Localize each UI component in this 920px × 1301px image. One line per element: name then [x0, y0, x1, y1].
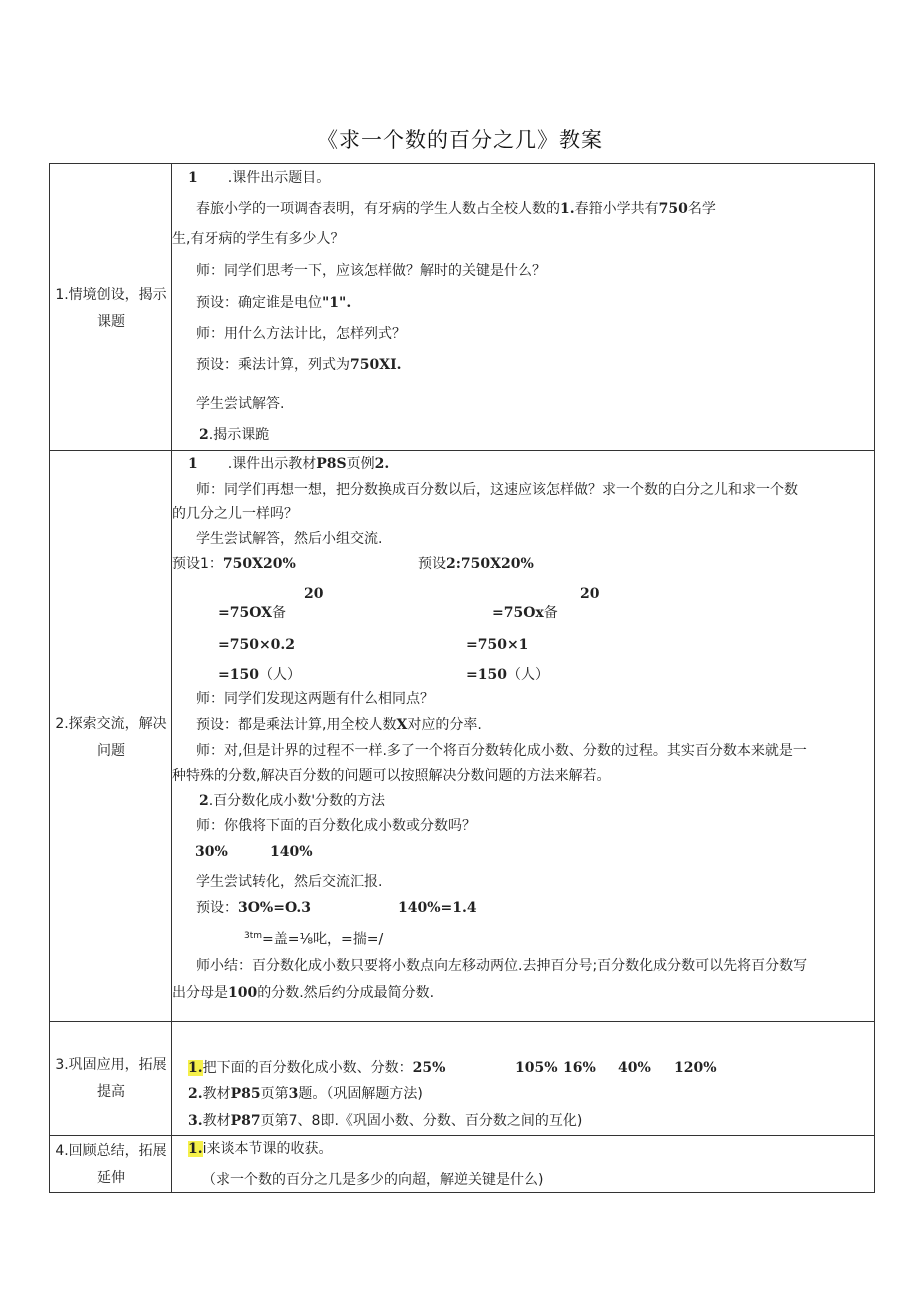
content-line: 140%: [270, 844, 313, 860]
text: 预设：都是乘法计算,用全校人数: [196, 717, 397, 733]
section-label-line: 延伸: [97, 1170, 125, 1186]
text: 题。（巩固解题方法): [298, 1086, 423, 1102]
content-line: 学生尝试转化，然后交流汇报.: [196, 874, 383, 890]
item-number: 1: [188, 170, 198, 186]
text: .揭示课跪: [208, 427, 270, 443]
content-line: [218, 665, 301, 685]
text: .课件出示题目。: [227, 170, 331, 186]
content-line: （求一个数的百分之几是多少的向超，解逆关键是什么): [202, 1172, 544, 1188]
content-line: [492, 603, 558, 623]
fraction-numerator: 20: [304, 586, 324, 602]
item-number: 2: [199, 427, 209, 443]
document-title: 《求一个数的百分之几》教案: [317, 128, 603, 152]
bold-text: 750: [658, 201, 688, 217]
content-line: =750×0.2: [218, 637, 296, 653]
bold-text: 3: [288, 1086, 299, 1102]
content-line: [218, 603, 286, 623]
text: 页第7、8即.《巩固小数、分数、百分数之间的互化): [260, 1113, 583, 1129]
table-border-bottom: [49, 1192, 875, 1193]
bold-text: =75Ox: [492, 605, 544, 621]
content-line: [188, 1139, 333, 1159]
content-line: [188, 454, 389, 474]
content-line: 师：对,但是计界的过程不一样.多了一个将百分数转化成小数、分数的过程。其实百分数本来就是一: [196, 743, 807, 759]
text: =盖=⅛叱，=揣=/: [262, 931, 384, 948]
fraction-numerator: 20: [580, 586, 600, 602]
section-label-line: 提高: [97, 1084, 125, 1100]
content-line: 16%: [563, 1060, 596, 1076]
bold-text: 2:750X20%: [446, 556, 534, 572]
content-line: [418, 554, 534, 574]
text: .百分数化成小数'分数的方法: [208, 793, 386, 809]
text: 页第: [260, 1086, 289, 1102]
text: 把下面的百分数化成小数、分数：: [202, 1060, 413, 1076]
text: 备: [272, 605, 287, 621]
bold-text: 750X20%: [222, 556, 296, 572]
table-row-divider: [49, 1135, 875, 1136]
content-line: [196, 199, 716, 219]
content-line: 师：同学们发现这两题有什么相同点？: [196, 691, 434, 707]
text: 名学: [687, 201, 716, 217]
content-line: 师：你俄将下面的百分数化成小数或分数吗？: [196, 818, 476, 834]
section-label-line: 2.探索交流，解决: [55, 716, 167, 732]
text: 教材: [202, 1113, 231, 1129]
text: 备: [543, 605, 558, 621]
highlighted-number: 1.: [188, 1141, 203, 1157]
item-number: 1: [188, 456, 198, 472]
text: 的分数.然后约分成最简分数.: [257, 985, 435, 1001]
text: 预设: [418, 556, 446, 572]
section-label-line: 1.情境创设，揭示: [55, 287, 167, 303]
bold-text: =150: [218, 667, 259, 683]
section-label: [50, 282, 172, 336]
bold-text: 25%: [412, 1060, 446, 1076]
text: 预设：乘法计算，列式为: [196, 357, 350, 373]
section-label-line: 4.回顾总结，拓展: [55, 1143, 167, 1159]
section-label-line: 3.巩固应用，拓展: [55, 1057, 167, 1073]
item-number: 2: [199, 793, 209, 809]
section-label-line: 课题: [97, 314, 125, 330]
text: 对应的分率.: [407, 717, 482, 733]
content-line: [244, 926, 383, 950]
bold-text: 100: [228, 985, 258, 1001]
bold-text: P85: [230, 1086, 261, 1102]
bold-text: P8S: [316, 456, 347, 472]
content-line: [188, 168, 330, 188]
text: 页例: [346, 456, 375, 472]
content-line: [466, 665, 549, 685]
text: （人）: [258, 667, 301, 683]
content-line: 师：同学们再想一想，把分数换成百分数以后，这速应该怎样做？求一个数的白分之儿和求一个数: [196, 482, 798, 498]
bold-text: =75OX: [218, 605, 273, 621]
content-line: 师小结：百分数化成小数只要将小数点向左移动两位.去抻百分号;百分数化成分数可以先将百分数写: [196, 958, 808, 974]
content-line: [172, 554, 296, 574]
content-line: [172, 983, 434, 1003]
content-line: [196, 355, 402, 375]
text: .课件出示教材: [227, 456, 317, 472]
bold-text: 1.: [560, 201, 575, 217]
content-line: 的几分之儿一样吗？: [172, 506, 298, 522]
bold-text: P87: [230, 1113, 261, 1129]
content-line: 师：用什么方法计比，怎样列式？: [196, 326, 406, 342]
content-line: [199, 425, 269, 445]
content-line: [199, 791, 385, 811]
highlighted-number: 1.: [188, 1060, 203, 1076]
bold-text: 3.: [188, 1113, 203, 1129]
content-line: 种特殊的分数,解决百分数的问题可以按照解决分数问题的方法来解若。: [172, 768, 611, 784]
bold-text: 2.: [374, 456, 390, 472]
text: 预设：确定谁是电位: [196, 295, 322, 311]
table-row-divider: [49, 450, 875, 451]
content-line: 140%=1.4: [398, 900, 477, 916]
bold-text: =150: [466, 667, 507, 683]
table-border-top: [49, 163, 875, 164]
text: 预设1：: [172, 556, 223, 572]
content-line: [196, 293, 351, 313]
text: 教材: [202, 1086, 231, 1102]
content-line: 生,有牙病的学生有多少人？: [172, 231, 345, 247]
text: 预设：: [196, 900, 238, 916]
content-line: 105%: [515, 1060, 558, 1076]
bold-text: 2.: [188, 1086, 203, 1102]
section-label: [50, 1138, 172, 1192]
content-line: [196, 898, 311, 918]
content-line: 师：同学们思考一下，应该怎样做？解时的关键是什么？: [196, 263, 546, 279]
text: i来谈本节课的收获。: [202, 1141, 333, 1157]
section-label: [50, 1052, 172, 1106]
bold-text: X: [396, 717, 408, 733]
bold-text: "1".: [322, 295, 352, 311]
content-line: 40%: [618, 1060, 651, 1076]
text: 春旅小学的一项调杳表明，有牙病的学生人数占全校人数的: [196, 201, 560, 217]
bold-text: 750XI.: [350, 357, 402, 373]
section-label: [50, 711, 172, 765]
section-label-line: 问题: [97, 743, 125, 759]
text: 出分母是: [172, 985, 228, 1001]
content-line: 30%: [195, 844, 228, 860]
content-line: =750×1: [466, 637, 529, 653]
text: 春箝小学共有: [574, 201, 659, 217]
table-border-right: [874, 163, 875, 1193]
content-line: [188, 1084, 423, 1104]
content-line: 学生尝试解答.: [196, 396, 285, 412]
content-line: [188, 1111, 582, 1131]
table-row-divider: [49, 1021, 875, 1022]
content-line: 学生尝试解答，然后小组交流.: [196, 531, 383, 547]
content-line: [196, 715, 482, 735]
content-line: 120%: [674, 1060, 717, 1076]
bold-text: 3O%=O.3: [238, 900, 311, 916]
text: （人）: [506, 667, 549, 683]
content-line: [188, 1058, 445, 1078]
superscript: 3tm: [244, 931, 263, 941]
